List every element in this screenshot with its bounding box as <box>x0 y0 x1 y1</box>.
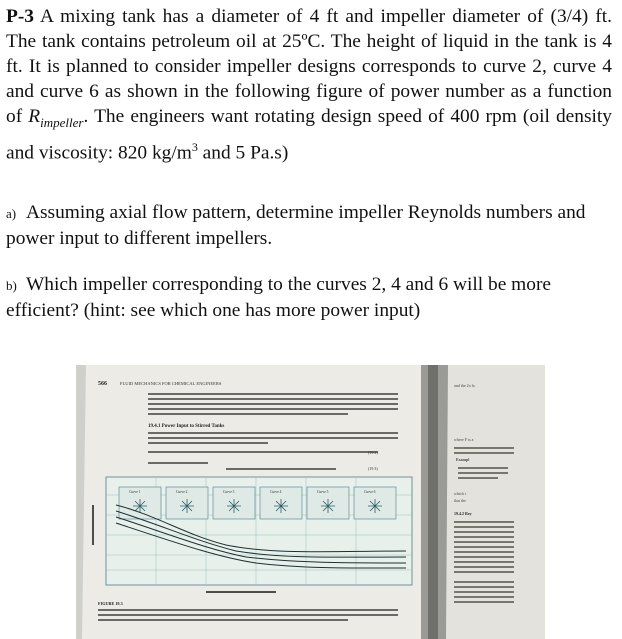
book-page-number: 566 <box>98 381 107 387</box>
side-word-1: and the 2π lo <box>454 383 475 388</box>
curve-label-2: Curve 2 <box>176 490 188 494</box>
curve-label-1: Curve 1 <box>129 490 141 494</box>
side-section-title: 19.4.2 Rey <box>454 511 472 516</box>
reynolds-symbol: $R_{impeller}$ <box>28 106 84 130</box>
curve-label-5: Curve 5 <box>317 490 329 494</box>
side-word-2: where F is a <box>454 437 474 442</box>
part-a-text: Assuming axial flow pattern, determine impeller Reynolds numbers and power input to different impellers. <box>6 202 586 249</box>
problem-text-part-2: . The engineers want rotating design speed of 400 rpm (oil density and viscosity: 820 kg/m <box>6 106 612 164</box>
problem-text-part-3: and 5 Pa.s) <box>197 142 289 164</box>
curve-label-6: Curve 6 <box>364 490 376 494</box>
textbook-page-svg <box>76 365 545 639</box>
part-a <box>6 200 612 251</box>
book-running-head: FLUID MECHANICS FOR CHEMICAL ENGINEERS <box>120 381 222 386</box>
side-word-4: which i <box>454 491 466 496</box>
book-section-title: 19.4.1 Power Input to Stirred Tanks <box>148 424 225 429</box>
side-word-3: Exampl <box>456 457 470 462</box>
problem-statement <box>6 4 612 165</box>
part-b-text: Which impeller corresponding to the curves 2, 4 and 6 will be more efficient? (hint: see which one has more power input) <box>6 274 552 321</box>
problem-label: P-3 <box>6 6 34 27</box>
problem-text-part-1: A mixing tank has a diameter of 4 ft and impeller diameter of (3/4) ft. The tank contains petroleum oil at 25ºC. The height of liquid in the tank is 4 ft. It is planned to consider impeller designs corresponds to curve 2, curve 4 and curve 6 as shown in the following figure of power number as a function of <box>6 6 612 127</box>
part-b-label: b) <box>6 278 17 293</box>
book-eq-number-2: (19.3) <box>368 466 378 471</box>
part-b <box>6 272 612 323</box>
book-figure-label: FIGURE 19.3 <box>98 601 123 606</box>
book-eq-number-1: (19.2) <box>368 450 378 455</box>
curve-label-4: Curve 4 <box>270 490 282 494</box>
part-a-label: a) <box>6 206 17 221</box>
textbook-photo <box>76 365 545 639</box>
cubed-superscript: 3 <box>191 139 198 154</box>
side-word-5: that the <box>454 498 466 503</box>
curve-label-3: Curve 3 <box>223 490 235 494</box>
